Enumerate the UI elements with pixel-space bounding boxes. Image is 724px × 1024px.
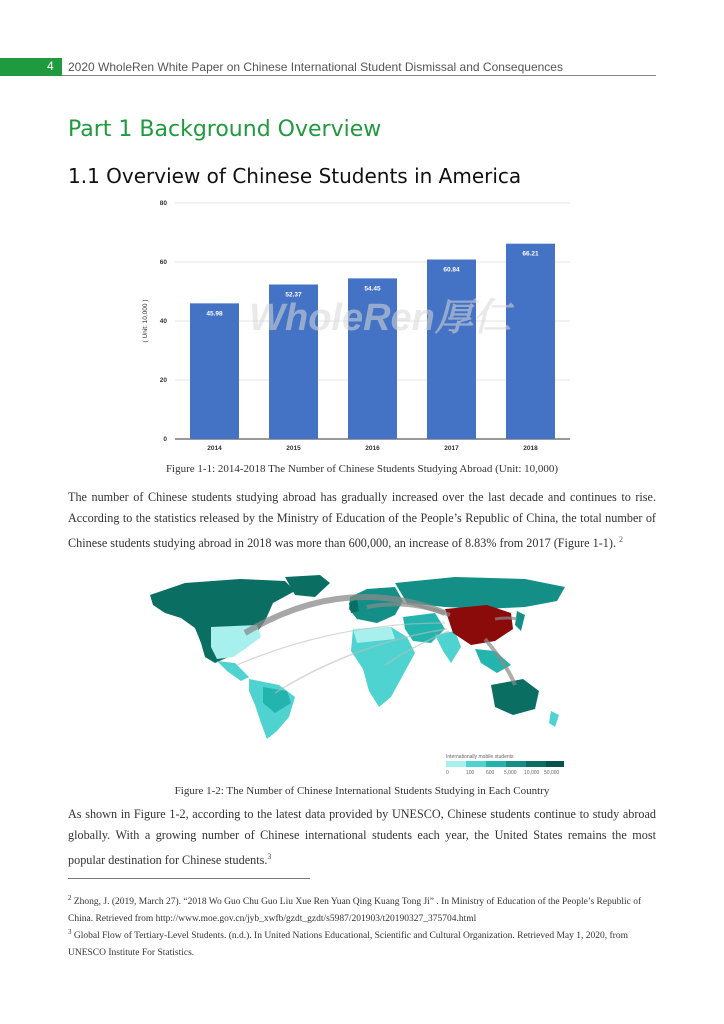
legend-label: 600: [486, 770, 495, 776]
footnote-number: 2: [68, 894, 72, 902]
footnote-number: 3: [68, 928, 72, 936]
footnote-rule: [68, 878, 310, 879]
legend-title: Internationally mobile students: [446, 754, 514, 760]
world-map: [145, 573, 575, 743]
x-tick-label: 2017: [444, 445, 459, 452]
legend-label: 100: [466, 770, 475, 776]
paragraph-1: The number of Chinese students studying abroad has gradually increased over the last decade and continues to rise. According to the statistics released by the Ministry of Education of the People’s Republic of China, the total number of Chinese students studying abroad in 2018 was more than 600,000, an increase of 8.83% from 2017 (Figure 1-1). $^2$: [68, 490, 656, 551]
bar-value-label: 60.84: [443, 266, 460, 274]
x-tick-label: 2014: [207, 445, 222, 452]
legend-swatch-5: [526, 761, 546, 767]
footnote-ref-2[interactable]: 2: [619, 535, 624, 544]
legend-label: 0: [446, 770, 449, 776]
x-tick-label: 2016: [365, 445, 380, 452]
footnote-2: $^2$ Zhong, J. (2019, March 27). “2018 Wo Guo Chu Guo Liu Xue Ren Yuan Qing Kuang Tong Ji” . In Ministry of Education of the People’s Republic of China. Retrieved from http://www.moe.gov.cn/jyb_xwfb/gzdt_gzdt/s5987/201903/t20190327_375704.html: [68, 894, 642, 925]
legend-label: 50,000: [544, 770, 560, 776]
x-tick-label: 2018: [523, 445, 538, 452]
bar-2014: [190, 303, 239, 439]
footnote-ref-3[interactable]: 3: [267, 852, 272, 861]
y-tick-label: 60: [159, 259, 167, 266]
header-rule: [62, 75, 656, 76]
y-tick-label: 0: [163, 436, 167, 443]
figure-1-caption: Figure 1-1: 2014-2018 The Number of Chinese Students Studying Abroad (Unit: 10,000): [165, 463, 559, 475]
figure-2-caption: Figure 1-2: The Number of Chinese International Students Studying in Each Country: [174, 785, 550, 797]
map-region-japan: [515, 611, 525, 631]
footnote-3: $^3$ Global Flow of Tertiary-Level Students. (n.d.). In United Nations Educational, Scientific and Cultural Organization. Retrieved May 1, 2020, from UNESCO Institute For Statistics.: [68, 928, 628, 959]
bar-value-label: 52.37: [285, 291, 302, 299]
legend-swatch-2: [466, 761, 486, 767]
legend-label: 5,000: [504, 770, 517, 776]
bar-chart: [130, 195, 580, 457]
bar-value-label: 54.45: [364, 285, 381, 293]
map-region-central-america: [217, 661, 249, 681]
chart-watermark: WholeRen厚仁: [249, 297, 511, 339]
x-tick-label: 2015: [286, 445, 301, 452]
paragraph-2: As shown in Figure 1-2, according to the latest data provided by UNESCO, Chinese students continue to study abroad globally. With a growing number of Chinese international students each year, the United States remains the most popular destination for Chinese students.$^3$: [68, 807, 656, 868]
legend-swatch-4: [506, 761, 526, 767]
part-heading: Part 1 Background Overview: [68, 117, 382, 142]
legend-label: 10,000: [524, 770, 540, 776]
bar-2018: [506, 244, 555, 439]
flow-arrow-japan: [495, 618, 517, 619]
page-number: 4: [47, 59, 54, 73]
map-region-new-zealand: [549, 711, 559, 727]
y-axis-label: ( Unit: 10,000 ): [142, 299, 149, 343]
y-tick-label: 40: [159, 318, 167, 325]
bar-value-label: 66.21: [522, 250, 539, 258]
y-tick-label: 20: [159, 377, 167, 384]
section-heading: 1.1 Overview of Chinese Students in America: [68, 164, 522, 188]
map-legend: [446, 752, 566, 776]
bar-2017: [427, 260, 476, 439]
legend-swatch-3: [486, 761, 506, 767]
legend-swatch-1: [446, 761, 466, 767]
y-tick-label: 80: [159, 200, 167, 207]
map-region-greenland: [285, 575, 330, 597]
legend-swatch-6: [546, 761, 564, 767]
bar-value-label: 45.98: [206, 310, 223, 318]
running-title: 2020 WholeRen White Paper on Chinese International Student Dismissal and Consequences: [68, 60, 563, 74]
